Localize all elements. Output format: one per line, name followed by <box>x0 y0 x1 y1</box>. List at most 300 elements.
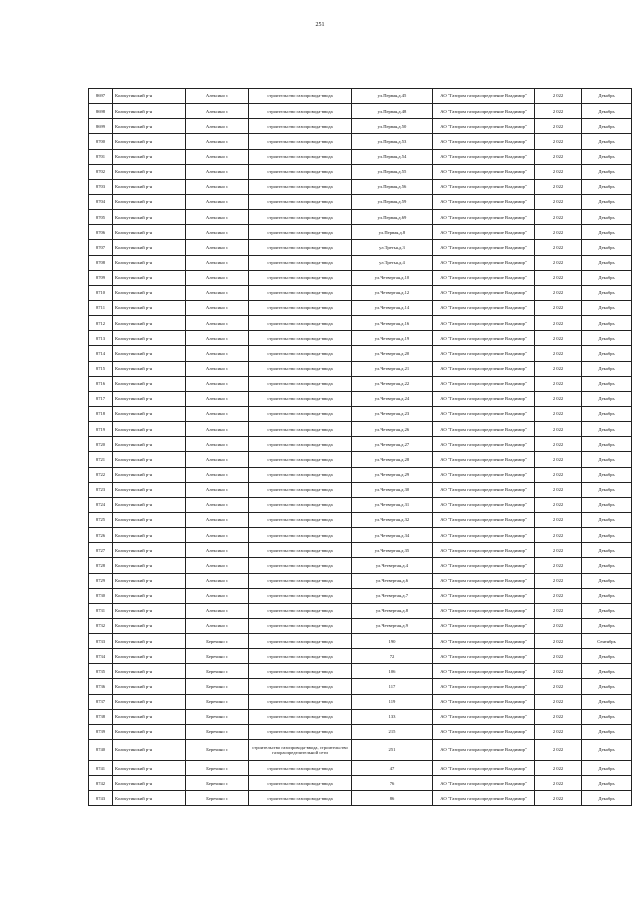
table-row <box>89 482 632 497</box>
cell-address: ул.Четвертая,д.19 <box>352 331 433 346</box>
cell-year: 2 022 <box>535 761 582 776</box>
cell-work-type: строительство газопровода-ввода <box>249 331 352 346</box>
cell-work-type: строительство газопровода-ввода <box>249 452 352 467</box>
cell-district: Кольчугинский р-н <box>113 664 186 679</box>
cell-organization: АО "Газпром газораспределение Владимир" <box>433 331 535 346</box>
cell-number: 8717 <box>89 391 113 406</box>
cell-year: 2 022 <box>535 361 582 376</box>
cell-settlement: Алексино с <box>186 512 249 527</box>
table-row <box>89 240 632 255</box>
cell-work-type: строительство газопровода-ввода <box>249 543 352 558</box>
cell-address: 76 <box>352 776 433 791</box>
cell-number: 8729 <box>89 573 113 588</box>
cell-work-type: строительство газопровода-ввода <box>249 558 352 573</box>
cell-address: ул.Первая,д.54 <box>352 149 433 164</box>
cell-district: Кольчугинский р-н <box>113 391 186 406</box>
cell-number: 8705 <box>89 210 113 225</box>
cell-organization: АО "Газпром газораспределение Владимир" <box>433 649 535 664</box>
cell-work-type: строительство газопровода-ввода <box>249 164 352 179</box>
cell-organization: АО "Газпром газораспределение Владимир" <box>433 89 535 104</box>
cell-address: 119 <box>352 694 433 709</box>
cell-number: 8712 <box>89 316 113 331</box>
cell-month: Декабрь <box>582 376 632 391</box>
cell-organization: АО "Газпром газораспределение Владимир" <box>433 761 535 776</box>
cell-district: Кольчугинский р-н <box>113 709 186 724</box>
cell-settlement: Алексино с <box>186 164 249 179</box>
cell-settlement: Алексино с <box>186 194 249 209</box>
table-row <box>89 194 632 209</box>
cell-address: ул.Первая,д.56 <box>352 179 433 194</box>
cell-district: Кольчугинский р-н <box>113 119 186 134</box>
cell-settlement: Беречино с <box>186 664 249 679</box>
cell-number: 8743 <box>89 791 113 806</box>
cell-settlement: Алексино с <box>186 361 249 376</box>
table-row <box>89 406 632 421</box>
cell-year: 2 022 <box>535 603 582 618</box>
cell-number: 8697 <box>89 89 113 104</box>
cell-address: ул.Четвертая,д.32 <box>352 512 433 527</box>
cell-work-type: строительство газопровода-ввода <box>249 761 352 776</box>
cell-district: Кольчугинский р-н <box>113 618 186 633</box>
cell-month: Декабрь <box>582 543 632 558</box>
cell-address: ул.Первая,д.53 <box>352 134 433 149</box>
cell-address: ул.Третья,д.3 <box>352 240 433 255</box>
cell-number: 8731 <box>89 603 113 618</box>
cell-year: 2 022 <box>535 194 582 209</box>
cell-month: Декабрь <box>582 149 632 164</box>
cell-settlement: Алексино с <box>186 134 249 149</box>
cell-address: ул.Четвертая,д.14 <box>352 300 433 315</box>
cell-address: ул.Четвертая,д.9 <box>352 618 433 633</box>
cell-settlement: Беречино с <box>186 776 249 791</box>
cell-number: 8739 <box>89 724 113 739</box>
cell-number: 8742 <box>89 776 113 791</box>
cell-month: Декабрь <box>582 679 632 694</box>
table-row <box>89 255 632 270</box>
table-row <box>89 709 632 724</box>
cell-organization: АО "Газпром газораспределение Владимир" <box>433 512 535 527</box>
cell-organization: АО "Газпром газораспределение Владимир" <box>433 634 535 649</box>
cell-district: Кольчугинский р-н <box>113 588 186 603</box>
cell-month: Декабрь <box>582 89 632 104</box>
cell-settlement: Алексино с <box>186 543 249 558</box>
cell-work-type: строительство газопровода-ввода <box>249 776 352 791</box>
cell-organization: АО "Газпром газораспределение Владимир" <box>433 210 535 225</box>
cell-organization: АО "Газпром газораспределение Владимир" <box>433 452 535 467</box>
table-row <box>89 422 632 437</box>
cell-district: Кольчугинский р-н <box>113 603 186 618</box>
cell-organization: АО "Газпром газораспределение Владимир" <box>433 119 535 134</box>
cell-year: 2 022 <box>535 694 582 709</box>
cell-month: Декабрь <box>582 603 632 618</box>
cell-number: 8732 <box>89 618 113 633</box>
cell-work-type: строительство газопровода-ввода <box>249 649 352 664</box>
cell-month: Декабрь <box>582 724 632 739</box>
cell-number: 8708 <box>89 255 113 270</box>
cell-year: 2 022 <box>535 331 582 346</box>
cell-month: Декабрь <box>582 437 632 452</box>
cell-month: Декабрь <box>582 664 632 679</box>
cell-address: ул.Четвертая,д.23 <box>352 406 433 421</box>
cell-settlement: Беречино с <box>186 634 249 649</box>
cell-month: Декабрь <box>582 391 632 406</box>
cell-address: 106 <box>352 664 433 679</box>
cell-address: 215 <box>352 724 433 739</box>
cell-month: Декабрь <box>582 573 632 588</box>
cell-address: ул.Четвертая,д.4 <box>352 558 433 573</box>
table-row <box>89 679 632 694</box>
cell-work-type: строительство газопровода-ввода <box>249 437 352 452</box>
cell-month: Декабрь <box>582 361 632 376</box>
cell-work-type: строительство газопровода-ввода <box>249 422 352 437</box>
table-row <box>89 776 632 791</box>
cell-organization: АО "Газпром газораспределение Владимир" <box>433 225 535 240</box>
cell-district: Кольчугинский р-н <box>113 482 186 497</box>
cell-district: Кольчугинский р-н <box>113 497 186 512</box>
cell-district: Кольчугинский р-н <box>113 634 186 649</box>
cell-district: Кольчугинский р-н <box>113 512 186 527</box>
cell-year: 2 022 <box>535 543 582 558</box>
cell-district: Кольчугинский р-н <box>113 240 186 255</box>
cell-settlement: Алексино с <box>186 225 249 240</box>
cell-number: 8721 <box>89 452 113 467</box>
cell-address: ул.Четвертая,д.16 <box>352 316 433 331</box>
cell-work-type: строительство газопровода-ввода <box>249 467 352 482</box>
cell-organization: АО "Газпром газораспределение Владимир" <box>433 528 535 543</box>
cell-work-type: строительство газопровода-ввода <box>249 346 352 361</box>
cell-month: Декабрь <box>582 422 632 437</box>
table-row <box>89 791 632 806</box>
table-row <box>89 149 632 164</box>
cell-number: 8715 <box>89 361 113 376</box>
cell-settlement: Алексино с <box>186 331 249 346</box>
cell-year: 2 022 <box>535 679 582 694</box>
cell-address: ул.Четвертая,д.29 <box>352 467 433 482</box>
table-row <box>89 437 632 452</box>
cell-address: ул.Четвертая,д.8 <box>352 603 433 618</box>
cell-month: Декабрь <box>582 285 632 300</box>
cell-address: ул.Четвертая,д.27 <box>352 437 433 452</box>
cell-organization: АО "Газпром газораспределение Владимир" <box>433 497 535 512</box>
cell-settlement: Алексино с <box>186 255 249 270</box>
cell-work-type: строительство газопровода-ввода <box>249 694 352 709</box>
cell-district: Кольчугинский р-н <box>113 225 186 240</box>
table-row <box>89 761 632 776</box>
cell-work-type: строительство газопровода-ввода <box>249 634 352 649</box>
cell-year: 2 022 <box>535 179 582 194</box>
cell-settlement: Алексино с <box>186 270 249 285</box>
cell-work-type: строительство газопровода-ввода <box>249 376 352 391</box>
cell-number: 8713 <box>89 331 113 346</box>
cell-year: 2 022 <box>535 776 582 791</box>
cell-year: 2 022 <box>535 740 582 761</box>
cell-year: 2 022 <box>535 724 582 739</box>
cell-settlement: Алексино с <box>186 346 249 361</box>
cell-settlement: Беречино с <box>186 649 249 664</box>
cell-district: Кольчугинский р-н <box>113 300 186 315</box>
cell-year: 2 022 <box>535 528 582 543</box>
cell-settlement: Алексино с <box>186 603 249 618</box>
cell-month: Декабрь <box>582 618 632 633</box>
cell-address: ул.Первая,д.45 <box>352 89 433 104</box>
cell-work-type: строительство газопровода-ввода <box>249 588 352 603</box>
cell-month: Декабрь <box>582 406 632 421</box>
cell-district: Кольчугинский р-н <box>113 361 186 376</box>
cell-month: Декабрь <box>582 179 632 194</box>
cell-number: 8716 <box>89 376 113 391</box>
cell-organization: АО "Газпром газораспределение Владимир" <box>433 104 535 119</box>
cell-month: Декабрь <box>582 776 632 791</box>
cell-district: Кольчугинский р-н <box>113 149 186 164</box>
cell-settlement: Беречино с <box>186 724 249 739</box>
cell-month: Декабрь <box>582 558 632 573</box>
table-row <box>89 361 632 376</box>
cell-district: Кольчугинский р-н <box>113 179 186 194</box>
cell-settlement: Алексино с <box>186 528 249 543</box>
cell-settlement: Алексино с <box>186 467 249 482</box>
cell-month: Декабрь <box>582 512 632 527</box>
cell-address: ул.Четвертая,д.7 <box>352 588 433 603</box>
cell-organization: АО "Газпром газораспределение Владимир" <box>433 240 535 255</box>
cell-year: 2 022 <box>535 482 582 497</box>
cell-number: 8718 <box>89 406 113 421</box>
cell-district: Кольчугинский р-н <box>113 422 186 437</box>
cell-settlement: Алексино с <box>186 482 249 497</box>
cell-address: ул.Первая,д.48 <box>352 104 433 119</box>
cell-district: Кольчугинский р-н <box>113 573 186 588</box>
cell-district: Кольчугинский р-н <box>113 791 186 806</box>
cell-work-type: строительство газопровода-ввода <box>249 300 352 315</box>
cell-work-type: строительство газопровода-ввода <box>249 104 352 119</box>
cell-settlement: Алексино с <box>186 104 249 119</box>
cell-district: Кольчугинский р-н <box>113 761 186 776</box>
cell-year: 2 022 <box>535 149 582 164</box>
table-row <box>89 119 632 134</box>
cell-year: 2 022 <box>535 558 582 573</box>
cell-number: 8698 <box>89 104 113 119</box>
table-row <box>89 603 632 618</box>
cell-month: Декабрь <box>582 270 632 285</box>
cell-organization: АО "Газпром газораспределение Владимир" <box>433 300 535 315</box>
table-row <box>89 573 632 588</box>
cell-address: ул.Первая,д.69 <box>352 210 433 225</box>
cell-organization: АО "Газпром газораспределение Владимир" <box>433 482 535 497</box>
table-row <box>89 164 632 179</box>
cell-district: Кольчугинский р-н <box>113 270 186 285</box>
cell-year: 2 022 <box>535 255 582 270</box>
cell-year: 2 022 <box>535 164 582 179</box>
cell-number: 8735 <box>89 664 113 679</box>
cell-settlement: Беречино с <box>186 740 249 761</box>
cell-district: Кольчугинский р-н <box>113 724 186 739</box>
cell-month: Декабрь <box>582 528 632 543</box>
cell-address: 251 <box>352 740 433 761</box>
cell-work-type: строительство газопровода-ввода <box>249 149 352 164</box>
cell-organization: АО "Газпром газораспределение Владимир" <box>433 194 535 209</box>
cell-month: Декабрь <box>582 255 632 270</box>
cell-address: ул.Четвертая,д.10 <box>352 270 433 285</box>
cell-address: ул.Четвертая,д.6 <box>352 573 433 588</box>
cell-year: 2 022 <box>535 618 582 633</box>
cell-work-type: строительство газопровода-ввода <box>249 482 352 497</box>
cell-address: 133 <box>352 709 433 724</box>
cell-number: 8722 <box>89 467 113 482</box>
cell-address: ул.Третья,д.4 <box>352 255 433 270</box>
table-row <box>89 104 632 119</box>
cell-organization: АО "Газпром газораспределение Владимир" <box>433 791 535 806</box>
cell-work-type: строительство газопровода-ввода <box>249 270 352 285</box>
cell-organization: АО "Газпром газораспределение Владимир" <box>433 406 535 421</box>
cell-year: 2 022 <box>535 422 582 437</box>
cell-work-type: строительство газопровода-ввода <box>249 210 352 225</box>
cell-settlement: Алексино с <box>186 422 249 437</box>
cell-organization: АО "Газпром газораспределение Владимир" <box>433 588 535 603</box>
cell-organization: АО "Газпром газораспределение Владимир" <box>433 694 535 709</box>
cell-organization: АО "Газпром газораспределение Владимир" <box>433 740 535 761</box>
table-row <box>89 649 632 664</box>
cell-district: Кольчугинский р-н <box>113 558 186 573</box>
cell-month: Декабрь <box>582 649 632 664</box>
cell-address: ул.Четвертая,д.22 <box>352 376 433 391</box>
cell-work-type: строительство газопровода-ввода <box>249 406 352 421</box>
cell-district: Кольчугинский р-н <box>113 164 186 179</box>
cell-year: 2 022 <box>535 573 582 588</box>
cell-work-type: строительство газопровода-ввода <box>249 664 352 679</box>
cell-work-type: строительство газопровода-ввода <box>249 603 352 618</box>
cell-number: 8704 <box>89 194 113 209</box>
cell-organization: АО "Газпром газораспределение Владимир" <box>433 603 535 618</box>
cell-settlement: Алексино с <box>186 588 249 603</box>
cell-organization: АО "Газпром газораспределение Владимир" <box>433 618 535 633</box>
cell-year: 2 022 <box>535 406 582 421</box>
cell-organization: АО "Газпром газораспределение Владимир" <box>433 149 535 164</box>
cell-address: ул.Четвертая,д.26 <box>352 422 433 437</box>
cell-work-type: строительство газопровода-ввода <box>249 573 352 588</box>
table-row <box>89 694 632 709</box>
table-row <box>89 270 632 285</box>
cell-settlement: Беречино с <box>186 709 249 724</box>
table-row <box>89 210 632 225</box>
cell-organization: АО "Газпром газораспределение Владимир" <box>433 285 535 300</box>
table-row <box>89 528 632 543</box>
cell-work-type: строительство газопровода-ввода <box>249 512 352 527</box>
cell-district: Кольчугинский р-н <box>113 89 186 104</box>
cell-district: Кольчугинский р-н <box>113 467 186 482</box>
cell-address: 47 <box>352 761 433 776</box>
cell-number: 8709 <box>89 270 113 285</box>
cell-organization: АО "Газпром газораспределение Владимир" <box>433 164 535 179</box>
cell-year: 2 022 <box>535 376 582 391</box>
cell-work-type: строительство газопровода-ввода <box>249 240 352 255</box>
cell-year: 2 022 <box>535 104 582 119</box>
cell-organization: АО "Газпром газораспределение Владимир" <box>433 664 535 679</box>
cell-address: ул.Четвертая,д.12 <box>352 285 433 300</box>
cell-month: Декабрь <box>582 316 632 331</box>
table-row <box>89 497 632 512</box>
table-row <box>89 724 632 739</box>
cell-number: 8726 <box>89 528 113 543</box>
cell-district: Кольчугинский р-н <box>113 376 186 391</box>
cell-number: 8720 <box>89 437 113 452</box>
cell-district: Кольчугинский р-н <box>113 255 186 270</box>
cell-settlement: Алексино с <box>186 149 249 164</box>
cell-organization: АО "Газпром газораспределение Владимир" <box>433 134 535 149</box>
cell-work-type: строительство газопровода-ввода <box>249 528 352 543</box>
cell-district: Кольчугинский р-н <box>113 452 186 467</box>
cell-district: Кольчугинский р-н <box>113 210 186 225</box>
cell-year: 2 022 <box>535 391 582 406</box>
cell-settlement: Алексино с <box>186 391 249 406</box>
cell-number: 8714 <box>89 346 113 361</box>
cell-address: ул.Четвертая,д.28 <box>352 452 433 467</box>
cell-settlement: Алексино с <box>186 316 249 331</box>
cell-number: 8738 <box>89 709 113 724</box>
table-row <box>89 89 632 104</box>
cell-settlement: Алексино с <box>186 376 249 391</box>
cell-number: 8723 <box>89 482 113 497</box>
cell-organization: АО "Газпром газораспределение Владимир" <box>433 776 535 791</box>
cell-district: Кольчугинский р-н <box>113 194 186 209</box>
cell-district: Кольчугинский р-н <box>113 694 186 709</box>
cell-address: ул.Четвертая,д.20 <box>352 346 433 361</box>
cell-month: Декабрь <box>582 694 632 709</box>
cell-number: 8700 <box>89 134 113 149</box>
cell-work-type: строительство газопровода-ввода <box>249 709 352 724</box>
cell-organization: АО "Газпром газораспределение Владимир" <box>433 467 535 482</box>
cell-month: Декабрь <box>582 300 632 315</box>
cell-organization: АО "Газпром газораспределение Владимир" <box>433 361 535 376</box>
cell-settlement: Алексино с <box>186 119 249 134</box>
register-table-body <box>89 89 632 806</box>
cell-month: Декабрь <box>582 452 632 467</box>
cell-work-type: строительство газопровода-ввода <box>249 255 352 270</box>
cell-address: ул.Четвертая,д.30 <box>352 482 433 497</box>
cell-year: 2 022 <box>535 285 582 300</box>
cell-district: Кольчугинский р-н <box>113 285 186 300</box>
cell-year: 2 022 <box>535 134 582 149</box>
cell-month: Декабрь <box>582 331 632 346</box>
cell-number: 8733 <box>89 634 113 649</box>
table-row <box>89 740 632 761</box>
cell-address: ул.Четвертая,д.35 <box>352 543 433 558</box>
cell-month: Декабрь <box>582 164 632 179</box>
table-row <box>89 543 632 558</box>
cell-month: Декабрь <box>582 119 632 134</box>
cell-month: Декабрь <box>582 225 632 240</box>
cell-number: 8725 <box>89 512 113 527</box>
cell-settlement: Алексино с <box>186 406 249 421</box>
cell-month: Декабрь <box>582 194 632 209</box>
cell-organization: АО "Газпром газораспределение Владимир" <box>433 437 535 452</box>
cell-address: 190 <box>352 634 433 649</box>
cell-number: 8727 <box>89 543 113 558</box>
cell-organization: АО "Газпром газораспределение Владимир" <box>433 709 535 724</box>
cell-district: Кольчугинский р-н <box>113 104 186 119</box>
cell-number: 8724 <box>89 497 113 512</box>
cell-work-type: строительство газопровода-ввода <box>249 679 352 694</box>
cell-address: ул.Четвертая,д.21 <box>352 361 433 376</box>
cell-district: Кольчугинский р-н <box>113 543 186 558</box>
cell-settlement: Алексино с <box>186 573 249 588</box>
cell-work-type: строительство газопровода-ввода <box>249 618 352 633</box>
cell-address: 117 <box>352 679 433 694</box>
cell-number: 8699 <box>89 119 113 134</box>
table-row <box>89 618 632 633</box>
cell-number: 8730 <box>89 588 113 603</box>
cell-work-type: строительство газопровода-ввода, строительство газораспределительной сети <box>249 740 352 761</box>
cell-year: 2 022 <box>535 89 582 104</box>
cell-settlement: Беречино с <box>186 694 249 709</box>
